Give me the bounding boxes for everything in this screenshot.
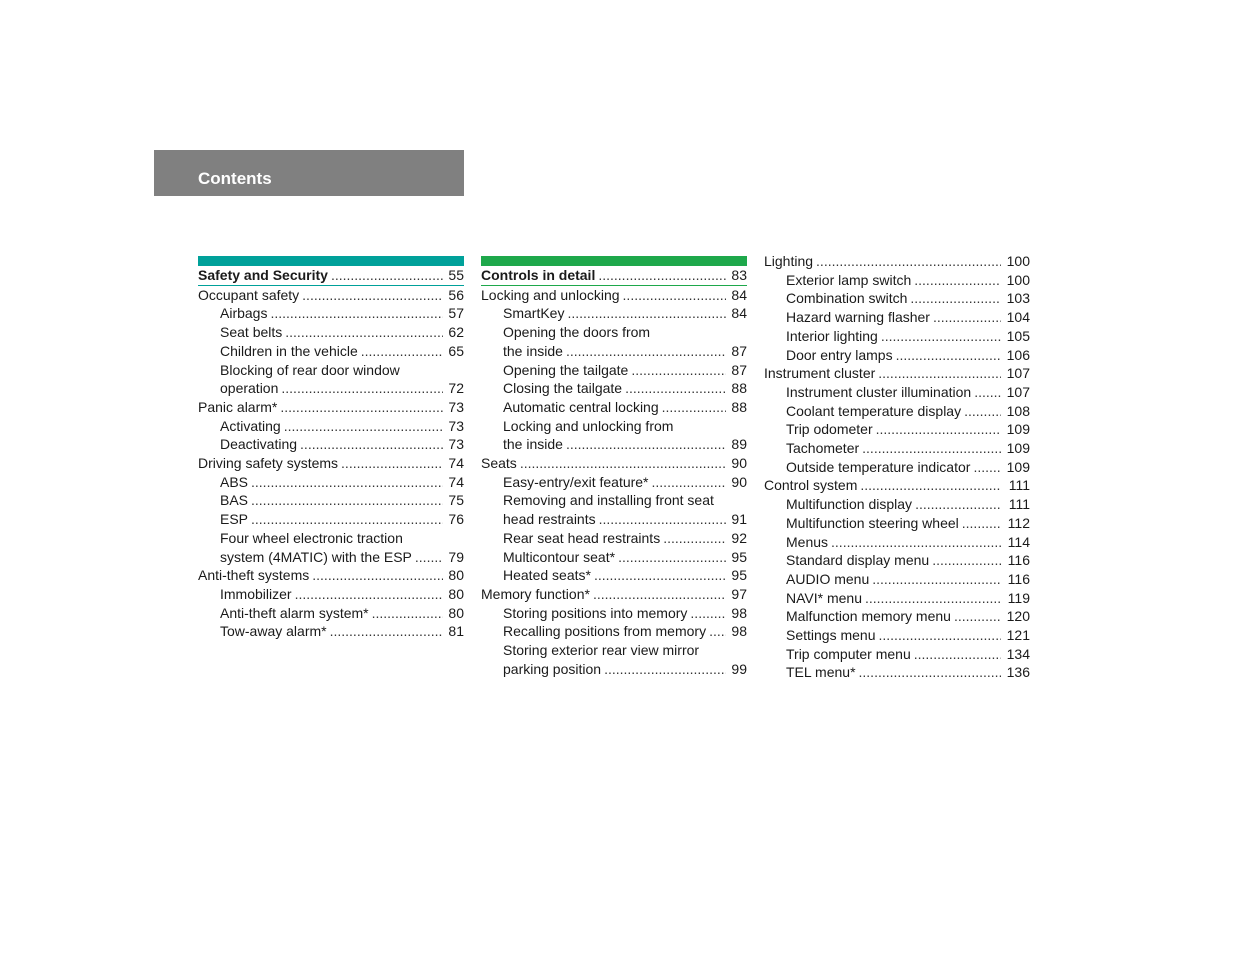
dot-leader xyxy=(598,266,726,285)
toc-page-number: 88 xyxy=(731,380,747,397)
dot-leader xyxy=(361,342,443,361)
toc-entry[interactable] xyxy=(481,548,747,567)
dot-leader xyxy=(872,570,1001,589)
dot-leader xyxy=(964,402,1001,421)
toc-entry[interactable] xyxy=(481,473,747,492)
toc-entry-label: Standard display menu xyxy=(786,552,930,569)
toc-page-number: 87 xyxy=(731,342,747,359)
toc-page-number: 98 xyxy=(731,604,747,621)
toc-page-number: 74 xyxy=(448,455,464,472)
toc-entry[interactable] xyxy=(481,323,747,342)
dot-leader xyxy=(954,607,1001,626)
toc-page-number: 112 xyxy=(1007,514,1030,531)
toc-entry-label: TEL menu* xyxy=(786,664,856,681)
toc-page-number: 97 xyxy=(731,585,747,602)
toc-entry[interactable] xyxy=(198,342,464,361)
toc-page-number: 88 xyxy=(731,398,747,415)
dot-leader xyxy=(566,342,726,361)
toc-entry[interactable] xyxy=(764,402,1030,421)
toc-page-number: 57 xyxy=(448,305,464,322)
dot-leader xyxy=(251,510,443,529)
toc-entry[interactable] xyxy=(764,364,1030,383)
toc-entry-label: Settings menu xyxy=(786,627,876,644)
toc-entry[interactable] xyxy=(481,660,747,679)
toc-page-number: 114 xyxy=(1007,533,1030,550)
dot-leader xyxy=(599,510,726,529)
toc-page-number: 56 xyxy=(448,286,464,303)
dot-leader xyxy=(623,286,726,305)
dot-leader xyxy=(973,458,1001,477)
toc-entry[interactable] xyxy=(198,604,464,623)
dot-leader xyxy=(879,626,1002,645)
toc-page-number: 98 xyxy=(731,623,747,640)
toc-page-number: 80 xyxy=(448,585,464,602)
toc-list xyxy=(481,266,747,678)
toc-entry-label: Recalling positions from memory xyxy=(503,623,707,640)
toc-column-lighting xyxy=(764,252,1030,682)
dot-leader xyxy=(567,304,726,323)
toc-entry[interactable] xyxy=(481,491,747,510)
toc-entry-label: head restraints xyxy=(503,511,596,528)
toc-entry-label: Multifunction display xyxy=(786,496,913,513)
toc-entry-label: Seat belts xyxy=(220,324,283,341)
toc-page-number: 109 xyxy=(1006,440,1030,457)
dot-leader xyxy=(860,476,1001,495)
dot-leader xyxy=(816,252,1001,271)
toc-entry[interactable] xyxy=(198,566,464,585)
toc-page-number: 111 xyxy=(1008,496,1030,513)
dot-leader xyxy=(302,286,443,305)
toc-entry-label: Removing and installing front seat xyxy=(503,492,714,509)
toc-entry[interactable] xyxy=(764,327,1030,346)
dot-leader xyxy=(251,473,443,492)
toc-page-number: 87 xyxy=(731,361,747,378)
toc-entry-label: Anti-theft alarm system* xyxy=(220,604,369,621)
toc-entry-label: Tow-away alarm* xyxy=(220,623,327,640)
toc-entry-label: Children in the vehicle xyxy=(220,342,358,359)
toc-page-number: 134 xyxy=(1006,645,1030,662)
toc-entry[interactable] xyxy=(764,383,1030,402)
toc-column-safety xyxy=(198,256,464,641)
toc-page-number: 103 xyxy=(1006,290,1030,307)
toc-entry[interactable] xyxy=(764,439,1030,458)
toc-entry[interactable] xyxy=(764,308,1030,327)
dot-leader xyxy=(652,473,726,492)
toc-entry[interactable] xyxy=(481,435,747,454)
toc-entry-label: Airbags xyxy=(220,305,268,322)
toc-page-number: 73 xyxy=(448,436,464,453)
toc-entry[interactable] xyxy=(481,304,747,323)
toc-entry-label: Heated seats* xyxy=(503,567,591,584)
toc-entry-label: Door entry lamps xyxy=(786,346,893,363)
toc-entry-label: NAVI* menu xyxy=(786,589,862,606)
toc-entry[interactable] xyxy=(764,514,1030,533)
toc-entry-label: Control system xyxy=(764,477,858,494)
dot-leader xyxy=(520,454,726,473)
toc-entry-label: Instrument cluster xyxy=(764,365,876,382)
dot-leader xyxy=(859,663,1001,682)
dot-leader xyxy=(251,491,443,510)
toc-entry[interactable] xyxy=(481,641,747,660)
toc-entry[interactable] xyxy=(198,548,464,567)
toc-entry-label: Driving safety systems xyxy=(198,455,339,472)
toc-entry[interactable] xyxy=(764,551,1030,570)
toc-entry-label: system (4MATIC) with the ESP xyxy=(220,548,412,565)
toc-entry-label: Opening the doors from xyxy=(503,324,651,341)
dot-leader xyxy=(933,308,1001,327)
dot-leader xyxy=(593,585,726,604)
toc-page-number: 119 xyxy=(1007,589,1030,606)
toc-entry[interactable] xyxy=(764,271,1030,290)
toc-page-number: 65 xyxy=(448,342,464,359)
toc-entry-label: Four wheel electronic traction xyxy=(220,529,403,546)
dot-leader xyxy=(300,435,443,454)
dot-leader xyxy=(631,361,726,380)
toc-entry[interactable] xyxy=(198,491,464,510)
dot-leader xyxy=(962,514,1001,533)
toc-entry[interactable] xyxy=(198,585,464,604)
toc-entry-label: Locking and unlocking xyxy=(481,286,620,303)
dot-leader xyxy=(312,566,443,585)
toc-page-number: 92 xyxy=(731,529,747,546)
toc-entry[interactable] xyxy=(198,510,464,529)
toc-entry-label: Memory function* xyxy=(481,585,590,602)
toc-section-heading[interactable] xyxy=(198,266,464,286)
contents-header xyxy=(154,150,464,196)
toc-entry[interactable] xyxy=(198,529,464,548)
dot-leader xyxy=(284,417,443,436)
toc-entry-label: Menus xyxy=(786,533,829,550)
toc-entry-label: Immobilizer xyxy=(220,585,292,602)
toc-section-heading[interactable] xyxy=(481,266,747,286)
toc-page-number: 83 xyxy=(731,267,747,283)
toc-entry-label: Multicontour seat* xyxy=(503,548,616,565)
dot-leader xyxy=(831,533,1001,552)
toc-entry[interactable] xyxy=(481,510,747,529)
toc-entry[interactable] xyxy=(764,420,1030,439)
toc-entry[interactable] xyxy=(764,533,1030,552)
toc-entry-label: Blocking of rear door window xyxy=(220,361,400,378)
toc-entry-label: Rear seat head restraints xyxy=(503,529,661,546)
toc-page-number: 109 xyxy=(1006,421,1030,438)
toc-entry[interactable] xyxy=(481,361,747,380)
toc-entry-label: Automatic central locking xyxy=(503,398,659,415)
toc-entry-label: AUDIO menu xyxy=(786,570,870,587)
toc-page-number: 84 xyxy=(731,286,747,303)
dot-leader xyxy=(896,346,1001,365)
toc-entry-label: Multifunction steering wheel xyxy=(786,514,959,531)
toc-entry[interactable] xyxy=(764,495,1030,514)
toc-page-number: 95 xyxy=(731,548,747,565)
toc-entry-label: the inside xyxy=(503,342,563,359)
toc-entry[interactable] xyxy=(198,323,464,342)
toc-entry-label: Deactivating xyxy=(220,436,298,453)
dot-leader xyxy=(690,604,726,623)
toc-entry-label: Trip odometer xyxy=(786,421,873,438)
toc-list xyxy=(198,266,464,641)
dot-leader xyxy=(280,398,443,417)
dot-leader xyxy=(914,271,1001,290)
toc-entry-label: Occupant safety xyxy=(198,286,300,303)
toc-entry-label: SmartKey xyxy=(503,305,565,322)
dot-leader xyxy=(878,364,1001,383)
section-color-bar xyxy=(198,256,464,266)
toc-entry[interactable] xyxy=(764,252,1030,271)
dot-leader xyxy=(974,383,1001,402)
dot-leader xyxy=(285,323,443,342)
dot-leader xyxy=(876,420,1001,439)
toc-page-number: 121 xyxy=(1006,627,1030,644)
toc-entry[interactable] xyxy=(198,417,464,436)
toc-entry-label: Safety and Security xyxy=(198,267,328,283)
toc-entry[interactable] xyxy=(764,589,1030,608)
toc-page-number: 80 xyxy=(448,567,464,584)
toc-page-number: 107 xyxy=(1006,365,1030,382)
dot-leader xyxy=(663,529,726,548)
toc-entry[interactable] xyxy=(198,304,464,323)
toc-page-number: 72 xyxy=(448,380,464,397)
toc-page-number: 91 xyxy=(731,511,747,528)
toc-entry[interactable] xyxy=(764,607,1030,626)
dot-leader xyxy=(331,266,443,285)
dot-leader xyxy=(594,566,726,585)
toc-entry[interactable] xyxy=(481,566,747,585)
toc-list xyxy=(764,252,1030,682)
toc-entry-label: operation xyxy=(220,380,279,397)
toc-entry[interactable] xyxy=(198,435,464,454)
dot-leader xyxy=(662,398,726,417)
toc-entry-label: the inside xyxy=(503,436,563,453)
toc-entry[interactable] xyxy=(481,529,747,548)
toc-entry-label: Trip computer menu xyxy=(786,645,911,662)
toc-entry-label: Easy-entry/exit feature* xyxy=(503,473,649,490)
toc-entry[interactable] xyxy=(481,417,747,436)
toc-entry[interactable] xyxy=(481,622,747,641)
page-title: Contents xyxy=(198,169,272,188)
dot-leader xyxy=(618,548,726,567)
toc-entry-label: Instrument cluster illumination xyxy=(786,383,972,400)
toc-entry[interactable] xyxy=(481,342,747,361)
toc-page-number: 75 xyxy=(448,492,464,509)
toc-page-number: 95 xyxy=(731,567,747,584)
toc-entry-label: Controls in detail xyxy=(481,267,596,283)
toc-entry-label: Hazard warning flasher xyxy=(786,309,930,326)
toc-entry[interactable] xyxy=(481,398,747,417)
toc-page-number: 73 xyxy=(448,398,464,415)
toc-page-number: 105 xyxy=(1006,327,1030,344)
toc-page-number: 111 xyxy=(1008,477,1030,494)
toc-page-number: 104 xyxy=(1006,309,1030,326)
toc-entry-label: Interior lighting xyxy=(786,327,878,344)
toc-entry-label: Activating xyxy=(220,417,281,434)
toc-page-number: 107 xyxy=(1006,383,1030,400)
toc-page-number: 73 xyxy=(448,417,464,434)
toc-column-controls xyxy=(481,256,747,678)
dot-leader xyxy=(910,289,1001,308)
toc-entry[interactable] xyxy=(198,286,464,305)
toc-entry-label: Malfunction memory menu xyxy=(786,608,951,625)
toc-page-number: 136 xyxy=(1006,664,1030,681)
toc-entry-label: Anti-theft systems xyxy=(198,567,310,584)
toc-entry-label: Panic alarm* xyxy=(198,398,278,415)
toc-page-number: 100 xyxy=(1006,253,1030,269)
toc-page-number: 90 xyxy=(731,455,747,472)
toc-entry[interactable] xyxy=(198,398,464,417)
toc-entry-label: parking position xyxy=(503,660,602,677)
dot-leader xyxy=(295,585,443,604)
dot-leader xyxy=(604,660,726,679)
dot-leader xyxy=(709,622,726,641)
toc-page-number: 120 xyxy=(1006,608,1030,625)
toc-page-number: 55 xyxy=(448,267,464,283)
toc-entry[interactable] xyxy=(764,458,1030,477)
toc-page-number: 116 xyxy=(1007,570,1030,587)
toc-entry-label: Closing the tailgate xyxy=(503,380,623,397)
toc-page-number: 109 xyxy=(1006,458,1030,475)
dot-leader xyxy=(625,379,726,398)
toc-entry[interactable] xyxy=(481,379,747,398)
toc-page-number: 89 xyxy=(731,436,747,453)
toc-entry-label: ABS xyxy=(220,473,249,490)
toc-entry[interactable] xyxy=(481,604,747,623)
toc-entry[interactable] xyxy=(764,346,1030,365)
dot-leader xyxy=(865,589,1001,608)
toc-page-number: 108 xyxy=(1006,402,1030,419)
dot-leader xyxy=(566,435,726,454)
toc-page-number: 80 xyxy=(448,604,464,621)
toc-entry-label: Locking and unlocking from xyxy=(503,417,674,434)
toc-entry[interactable] xyxy=(481,286,747,305)
toc-page-number: 84 xyxy=(731,305,747,322)
toc-entry-label: Lighting xyxy=(764,253,814,269)
toc-entry[interactable] xyxy=(764,645,1030,664)
toc-entry[interactable] xyxy=(481,454,747,473)
toc-entry-label: Opening the tailgate xyxy=(503,361,629,378)
toc-page-number: 100 xyxy=(1006,271,1030,288)
toc-page-number: 106 xyxy=(1006,346,1030,363)
toc-entry[interactable] xyxy=(198,622,464,641)
toc-entry[interactable] xyxy=(198,454,464,473)
toc-page-number: 62 xyxy=(448,324,464,341)
toc-page-number: 81 xyxy=(448,623,464,640)
toc-page-number: 116 xyxy=(1007,552,1030,569)
toc-entry[interactable] xyxy=(764,570,1030,589)
toc-entry[interactable] xyxy=(764,289,1030,308)
toc-entry-label: Exterior lamp switch xyxy=(786,271,912,288)
dot-leader xyxy=(341,454,443,473)
toc-entry-label: Storing positions into memory xyxy=(503,604,688,621)
dot-leader xyxy=(881,327,1001,346)
dot-leader xyxy=(415,548,443,567)
toc-page-number: 99 xyxy=(731,660,747,677)
toc-entry-label: Tachometer xyxy=(786,440,860,457)
toc-entry[interactable] xyxy=(764,476,1030,495)
toc-entry[interactable] xyxy=(198,379,464,398)
toc-entry-label: Outside temperature indicator xyxy=(786,458,971,475)
toc-entry-label: Storing exterior rear view mirror xyxy=(503,642,700,659)
toc-entry-label: Seats xyxy=(481,455,517,472)
section-color-bar xyxy=(481,256,747,266)
dot-leader xyxy=(915,495,1001,514)
toc-entry[interactable] xyxy=(198,361,464,380)
toc-entry[interactable] xyxy=(764,663,1030,682)
dot-leader xyxy=(270,304,443,323)
toc-page-number: 79 xyxy=(448,548,464,565)
dot-leader xyxy=(862,439,1001,458)
dot-leader xyxy=(372,604,443,623)
dot-leader xyxy=(914,645,1001,664)
toc-page-number: 90 xyxy=(731,473,747,490)
toc-entry-label: ESP xyxy=(220,511,249,528)
toc-entry[interactable] xyxy=(764,626,1030,645)
toc-entry[interactable] xyxy=(481,585,747,604)
toc-entry[interactable] xyxy=(198,473,464,492)
toc-entry-label: Coolant temperature display xyxy=(786,402,962,419)
toc-entry-label: BAS xyxy=(220,492,249,509)
toc-page-number: 76 xyxy=(448,511,464,528)
toc-entry-label: Combination switch xyxy=(786,290,908,307)
dot-leader xyxy=(330,622,443,641)
toc-page-number: 74 xyxy=(448,473,464,490)
dot-leader xyxy=(932,551,1001,570)
dot-leader xyxy=(281,379,443,398)
